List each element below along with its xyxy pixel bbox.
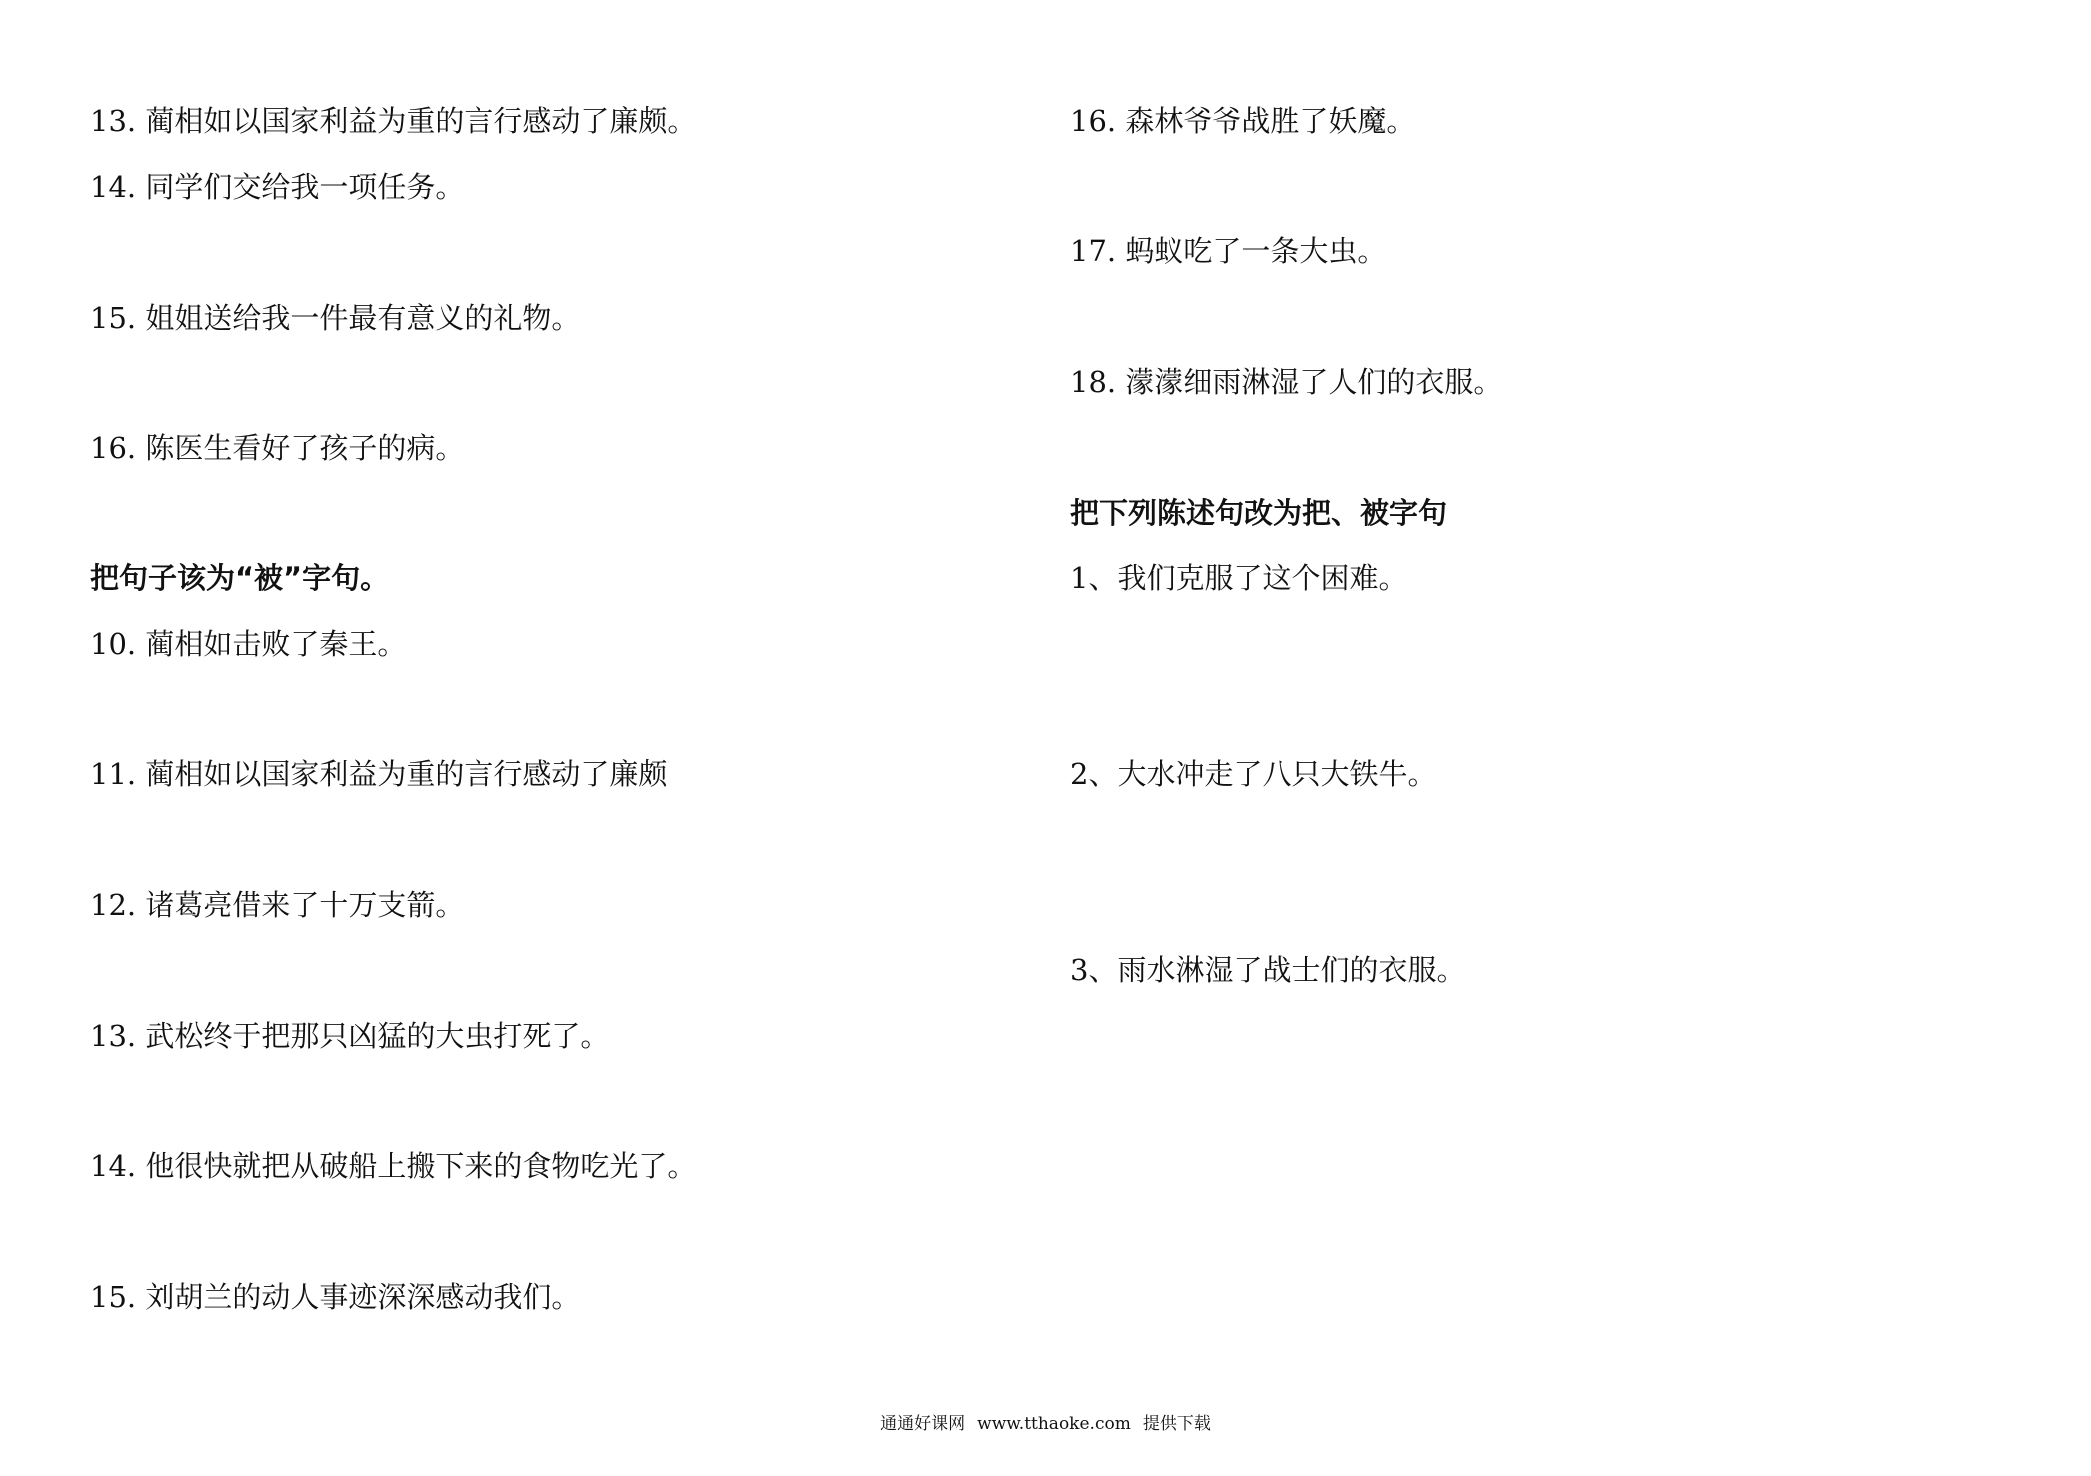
footer-suffix: 提供下载 bbox=[1142, 1414, 1211, 1434]
left-item-13a: 13. 蔺相如以国家利益为重的言行感动了廉颇。 bbox=[90, 104, 697, 138]
left-item-12b: 12. 诸葛亮借来了十万支箭。 bbox=[90, 888, 465, 922]
left-item-16a: 16. 陈医生看好了孩子的病。 bbox=[90, 431, 465, 465]
right-item-3: 3、雨水淋湿了战士们的衣服。 bbox=[1070, 953, 1466, 987]
right-item-1: 1、我们克服了这个困难。 bbox=[1070, 561, 1408, 595]
right-item-2: 2、大水冲走了八只大铁牛。 bbox=[1070, 757, 1437, 791]
left-item-10b: 10. 蔺相如击败了秦王。 bbox=[90, 627, 407, 661]
right-item-18: 18. 濛濛细雨淋湿了人们的衣服。 bbox=[1070, 365, 1503, 399]
left-item-15a: 15. 姐姐送给我一件最有意义的礼物。 bbox=[90, 301, 581, 335]
left-item-14b: 14. 他很快就把从破船上搬下来的食物吃光了。 bbox=[90, 1149, 697, 1183]
left-item-15b: 15. 刘胡兰的动人事迹深深感动我们。 bbox=[90, 1280, 581, 1314]
footer-site-url[interactable]: www.tthaoke.com bbox=[977, 1414, 1131, 1434]
right-section-heading: 把下列陈述句改为把、被字句 bbox=[1070, 496, 1448, 530]
right-item-16: 16. 森林爷爷战胜了妖魔。 bbox=[1070, 104, 1416, 138]
left-section-heading: 把句子该为“被”字句。 bbox=[90, 561, 390, 595]
left-item-13b: 13. 武松终于把那只凶猛的大虫打死了。 bbox=[90, 1019, 610, 1053]
right-item-17: 17. 蚂蚁吃了一条大虫。 bbox=[1070, 234, 1387, 268]
left-item-11b: 11. 蔺相如以国家利益为重的言行感动了廉颇 bbox=[90, 757, 668, 791]
footer-site-name: 通通好课网 bbox=[880, 1414, 966, 1434]
page-footer bbox=[0, 1413, 2091, 1435]
left-item-14a: 14. 同学们交给我一项任务。 bbox=[90, 170, 465, 204]
